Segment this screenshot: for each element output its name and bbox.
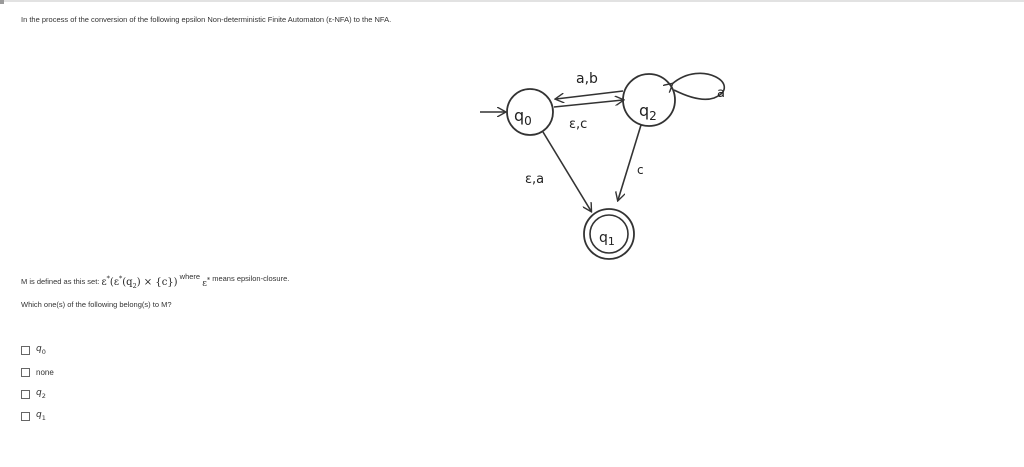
state-q0 xyxy=(507,89,553,135)
label-q0-q2: ε,c xyxy=(569,117,588,132)
svg-text:q0: $q_0$ xyxy=(514,106,532,128)
enfa-diagram xyxy=(478,62,738,262)
label-q2-q1: c xyxy=(637,163,644,177)
edge-q0-q1 xyxy=(543,132,591,211)
label-q0-q1: ε,a xyxy=(525,172,545,187)
state-q2 xyxy=(623,74,675,126)
definition-prefix: M is defined as this set: xyxy=(21,277,100,286)
svg-text:q2: $q_2$ xyxy=(639,101,657,123)
option-q2[interactable] xyxy=(21,383,54,405)
label-q2-q0: a,b xyxy=(576,71,598,87)
definition-expression: $\varepsilon^*(\varepsilon^*(q_2) \times \{c\})$ xyxy=(101,274,178,290)
option-label: $q_1$ xyxy=(36,410,46,422)
edge-q2-q0 xyxy=(556,91,623,99)
state-q1 xyxy=(584,209,634,259)
option-none[interactable] xyxy=(21,361,54,383)
option-label: $q_0$ xyxy=(36,344,46,356)
definition-line xyxy=(21,272,289,288)
question-intro: In the process of the conversion of the following epsilon Non-deterministic Finite Automaton (ε-NFA) to the NFA. xyxy=(21,15,392,24)
definition-suffix: means epsilon-closure. xyxy=(212,274,290,283)
top-border xyxy=(0,0,1024,2)
svg-text:q1: $q_1$ xyxy=(599,230,615,248)
checkbox-none[interactable] xyxy=(21,368,30,377)
checkbox-q1[interactable] xyxy=(21,412,30,421)
checkbox-q2[interactable] xyxy=(21,390,30,399)
corner-mark xyxy=(0,0,4,4)
definition-where: where xyxy=(179,272,201,281)
option-q1[interactable] xyxy=(21,405,54,427)
options-list xyxy=(21,339,54,427)
option-q0[interactable] xyxy=(21,339,54,361)
edge-q0-q2 xyxy=(554,100,623,107)
option-label: $q_2$ xyxy=(36,388,46,400)
question-prompt: Which one(s) of the following belong(s) to M? xyxy=(21,300,172,309)
option-label: none xyxy=(36,367,54,377)
checkbox-q0[interactable] xyxy=(21,346,30,355)
label-q2-loop: a xyxy=(717,86,725,101)
epsilon-star-symbol: ε* xyxy=(202,276,211,289)
